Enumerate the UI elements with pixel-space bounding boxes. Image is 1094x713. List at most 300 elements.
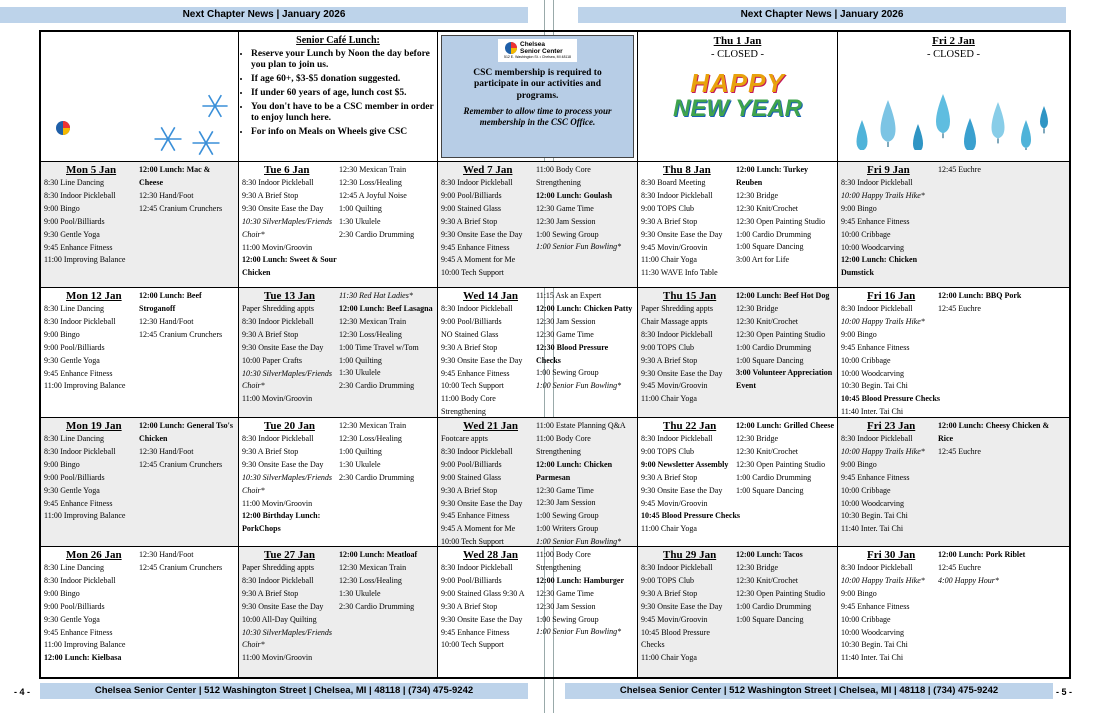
activity-item: 8:30 Indoor Pickleball — [441, 304, 513, 313]
activity-item: 9:30 A Brief Stop — [641, 588, 698, 598]
cafe-bullet: • If age 60+, $3-$5 donation suggested. — [251, 74, 437, 85]
day-left-column — [44, 420, 138, 523]
tree-icon — [964, 118, 976, 150]
activity-item: 12:30 Jam Session — [536, 498, 596, 508]
activity-item: 11:00 Body Core Strengthening — [536, 550, 591, 572]
chelsea-logo-icon — [504, 41, 518, 55]
activity-item: 8:30 Indoor Pickleball — [841, 304, 913, 313]
activity-item: 9:45 Enhance Fitness — [44, 368, 113, 378]
day-title: Mon 19 Jan — [66, 420, 122, 432]
activity-item: 9:30 Onsite Ease the Day — [641, 485, 723, 495]
activity-item: 12:00 Lunch: Pork Riblet — [938, 550, 1026, 559]
activity-item: 9:00 TOPS Club — [641, 446, 695, 456]
activity-item: 8:30 Indoor Pickleball — [44, 316, 116, 326]
day-cell — [638, 547, 838, 677]
activity-item: 9:30 Onsite Ease the Day — [242, 203, 324, 213]
activity-item: 9:45 Enhance Fitness — [441, 242, 510, 252]
activity-item: 8:30 Indoor Pickleball — [841, 434, 913, 443]
activity-item: 12:30 Jam Session — [536, 216, 596, 226]
day-title: Tue 13 Jan — [264, 290, 315, 302]
page-number-left: - 4 - — [14, 687, 31, 697]
activity-item: 12:00 Lunch: Beef Stroganoff — [139, 291, 202, 313]
activity-item: 10:45 Blood Pressure Checks — [641, 627, 710, 650]
activity-item: 1:00 Sewing Group — [536, 511, 599, 521]
activity-item: 12:30 Open Painting Studio — [736, 216, 826, 226]
membership-required-text: CSC membership is required to participate in our activities and programs. — [473, 67, 602, 101]
day-cell-thu-1 — [638, 32, 838, 162]
activity-item: 9:30 A Brief Stop — [242, 190, 299, 200]
activity-item: 10:00 Happy Trails Hike* — [841, 316, 925, 326]
activity-item: 2:30 Cardio Drumming — [339, 381, 415, 391]
activity-item: 10:30 Begin. Tai Chi — [841, 381, 908, 391]
activity-item: 9:00 Newsletter Assembly — [641, 459, 729, 469]
activity-item: 10:00 Woodcarving — [841, 498, 904, 508]
activity-item: 10:00 Cribbage — [841, 485, 891, 495]
activity-item: 9:30 Onsite Ease the Day — [441, 229, 523, 239]
activity-item: 9:45 Movin/Groovin — [641, 242, 708, 252]
activity-item: 11:40 Inter. Tai Chi — [841, 524, 904, 534]
header-bar-left: Next Chapter News | January 2026 — [0, 7, 528, 23]
activity-item: 12:45 Euchre — [938, 562, 981, 572]
activity-item: 9:00 Bingo — [841, 203, 877, 213]
day-left-column — [242, 549, 338, 665]
day-right-column — [139, 549, 236, 575]
day-left-column — [841, 164, 937, 280]
activity-item: 9:45 Enhance Fitness — [44, 242, 113, 252]
activity-item: 11:00 Improving Balance — [44, 511, 126, 521]
cafe-bullet: • You don't have to be a CSC member in order to enjoy lunch here. — [251, 102, 437, 124]
activity-item: 12:30 Knit/Crochet — [736, 575, 798, 585]
tree-icon — [936, 94, 950, 133]
activity-item: Footcare appts — [441, 434, 488, 443]
activity-item: 9:30 A Brief Stop — [441, 216, 498, 226]
activity-item: 12:00 Birthday Lunch: PorkChops — [242, 511, 321, 534]
activity-item: 10:00 Tech Support — [441, 640, 504, 650]
membership-cell — [438, 32, 638, 162]
day-cell — [838, 162, 1069, 288]
day-right-column — [536, 290, 635, 393]
activity-item: 11:00 Improving Balance — [44, 640, 126, 650]
activity-item: 12:45 Cranium Crunchers — [139, 459, 223, 469]
activity-item: 11:30 WAVE Info Table — [641, 268, 718, 278]
activity-item: 9:30 Onsite Ease the Day — [441, 614, 523, 624]
activity-item: 12:30 Bridge — [736, 562, 778, 572]
activity-item: 12:30 Open Painting Studio — [736, 588, 826, 598]
day-title: Tue 6 Jan — [264, 164, 310, 176]
activity-item: 9:00 Bingo — [44, 588, 80, 598]
activity-item: 11:30 Red Hat Ladies* — [339, 291, 413, 300]
tree-icon — [1040, 106, 1048, 128]
activity-item: 9:00 TOPS Club — [641, 342, 695, 352]
footer-bar-right: Chelsea Senior Center | 512 Washington Street | Chelsea, MI | 48118 | (734) 475-9242 — [565, 683, 1053, 699]
activity-item: 10:45 Blood Pressure Checks — [641, 511, 741, 521]
activity-item: 4:00 Happy Hour* — [938, 575, 999, 585]
day-right-column — [938, 164, 1066, 177]
day-left-column — [441, 420, 535, 547]
activity-item: 8:30 Line Dancing — [44, 563, 104, 572]
activity-item: 9:00 TOPS Club — [641, 203, 695, 213]
day-left-column — [44, 549, 138, 665]
day-title: Fri 30 Jan — [867, 549, 916, 561]
day-cell — [239, 288, 438, 418]
day-left-column — [841, 290, 941, 418]
day-cell — [41, 162, 239, 288]
day-right-column — [736, 290, 835, 393]
cafe-bullet: • Reserve your Lunch by Noon the day before you plan to join us. — [251, 49, 437, 71]
activity-item: 9:00 Pool/Billiards — [441, 316, 502, 326]
day-title: Thu 8 Jan — [663, 164, 711, 176]
activity-item: 9:30 A Brief Stop — [441, 601, 498, 611]
activity-item: 8:30 Line Dancing — [44, 178, 104, 187]
activity-item: 8:30 Indoor Pickleball — [44, 575, 116, 585]
day-title: Wed 14 Jan — [463, 290, 519, 302]
activity-item: 12:00 Lunch: Chicken Dumstick — [841, 255, 918, 278]
activity-item: 9:00 Stained Glass — [441, 472, 501, 482]
activity-item: 1:00 Senior Fun Bowling* — [536, 242, 622, 252]
activity-item: 9:00 Bingo — [841, 329, 877, 339]
activity-item: 12:30 Hand/Foot — [139, 316, 194, 326]
activity-item: 9:00 Bingo — [44, 459, 80, 469]
activity-item: 1:00 Senior Fun Bowling* — [536, 537, 622, 547]
activity-item: 9:00 Pool/Billiards — [44, 216, 105, 226]
activity-item: 11:00 Improving Balance — [44, 381, 126, 391]
activity-item: 9:30 A Brief Stop — [641, 472, 698, 482]
membership-logo-line2: Senior Center — [520, 48, 563, 55]
activity-item: 9:30 Gentle Yoga — [44, 229, 100, 239]
day-left-column — [44, 164, 138, 267]
day-title: Thu 22 Jan — [663, 420, 717, 432]
day-left-column — [441, 164, 535, 280]
activity-item: 12:30 Loss/Healing — [339, 575, 402, 585]
activity-item: 9:30 Onsite Ease the Day — [242, 601, 324, 611]
activity-item: 11:00 Movin/Groovin — [242, 394, 313, 404]
activity-item: 9:45 Movin/Groovin — [641, 498, 708, 508]
activity-item: 1:30 Ukulele — [339, 588, 381, 598]
day-cell — [838, 547, 1069, 677]
activity-item: 12:30 Hand/Foot — [139, 190, 194, 200]
activity-item: 1:00 Square Dancing — [736, 485, 804, 495]
activity-item: 12:30 Loss/Healing — [339, 177, 402, 187]
day-title: Wed 28 Jan — [463, 549, 519, 561]
day-title: Fri 2 Jan — [932, 35, 975, 47]
day-right-column — [938, 420, 1066, 459]
activity-item: 1:30 Ukulele — [339, 368, 381, 378]
day-title: Thu 1 Jan — [713, 35, 762, 47]
header-bar-right: Next Chapter News | January 2026 — [578, 7, 1066, 23]
activity-item: 10:00 Paper Crafts — [242, 355, 302, 365]
activity-item: 9:30 Onsite Ease the Day — [641, 601, 723, 611]
membership-reminder-text: Remember to allow time to process your membership in the CSC Office. — [463, 106, 612, 128]
activity-item: 12:00 Lunch: Kielbasa — [44, 653, 122, 663]
day-right-column — [938, 290, 1066, 316]
activity-item: 8:30 Indoor Pickleball — [841, 563, 913, 572]
day-right-column — [339, 164, 435, 241]
chelsea-logo-icon — [55, 120, 71, 136]
activity-item: 9:00 Pool/Billiards — [44, 342, 105, 352]
day-cell — [438, 162, 638, 288]
cafe-title: Senior Café Lunch: — [296, 35, 380, 46]
day-right-column — [339, 549, 435, 614]
activity-item: 12:30 Open Painting Studio — [736, 329, 826, 339]
activity-item: 12:45 Euchre — [938, 165, 981, 174]
activity-item: 10:00 Happy Trails Hike* — [841, 575, 925, 585]
activity-item: 9:45 Enhance Fitness — [841, 342, 910, 352]
day-cell — [838, 418, 1069, 547]
activity-item: 12:30 Mexican Train — [339, 316, 407, 326]
day-left-column — [242, 420, 338, 536]
activity-item: 9:30 Onsite Ease the Day — [441, 355, 523, 365]
activity-item: 9:30 A Brief Stop — [242, 446, 299, 456]
activity-item: 3:00 Volunteer Appreciation Event — [736, 368, 833, 391]
activity-item: 1:00 Sewing Group — [536, 368, 599, 378]
activity-item: 9:30 A Brief Stop — [441, 342, 498, 352]
activity-item: 12:00 Lunch: General Tso's Chicken — [139, 421, 234, 443]
day-title: Mon 5 Jan — [66, 164, 117, 176]
activity-item: 9:00 Bingo — [841, 588, 877, 598]
activity-item: 1:00 Square Dancing — [736, 614, 804, 624]
day-right-column — [938, 549, 1066, 588]
activity-item: 9:00 Stained Glass — [441, 203, 501, 213]
activity-item: 1:00 Time Travel w/Tom — [339, 342, 419, 352]
cafe-bullet: • If under 60 years of age, lunch cost $5. — [251, 88, 437, 99]
day-title: Fri 23 Jan — [867, 420, 916, 432]
activity-item: 11:00 Body Core Strengthening — [536, 433, 591, 456]
activity-item: 1:00 Sewing Group — [536, 614, 599, 624]
activity-item: 9:00 Pool/Billiards — [44, 472, 105, 482]
activity-item: 12:45 Euchre — [938, 303, 981, 313]
activity-item: 9:00 Bingo — [841, 459, 877, 469]
activity-item: 12:45 Cranium Crunchers — [139, 329, 223, 339]
day-left-column — [841, 549, 937, 665]
day-cell — [239, 162, 438, 288]
activity-item: 12:00 Lunch: Hamburger — [536, 575, 624, 585]
activity-item: 10:00 Tech Support — [441, 537, 504, 547]
activity-item: 9:30 Gentle Yoga — [44, 614, 100, 624]
tree-icon — [992, 102, 1005, 138]
activity-item: 12:30 Jam Session — [536, 601, 596, 611]
activity-item: 11:00 Estate Planning Q&A — [536, 421, 626, 430]
activity-item: 8:30 Indoor Pickleball — [441, 178, 513, 187]
activity-item: 11:00 Chair Yoga — [641, 653, 697, 663]
membership-box — [441, 35, 634, 158]
activity-item: Paper Shredding appts — [641, 304, 713, 313]
activity-item: 9:30 Gentle Yoga — [44, 355, 100, 365]
day-right-column — [736, 420, 835, 497]
day-title: Wed 21 Jan — [463, 420, 519, 432]
day-cell-fri-2 — [838, 32, 1069, 162]
activity-item: 12:00 Lunch: Chicken Patty — [536, 303, 633, 313]
activity-item: 11:00 Chair Yoga — [641, 255, 697, 265]
day-right-column — [536, 549, 635, 639]
day-title: Tue 20 Jan — [264, 420, 315, 432]
day-right-column — [139, 420, 236, 472]
activity-item: 9:45 Enhance Fitness — [841, 601, 910, 611]
activity-item: 10:00 Tech Support — [441, 381, 504, 391]
activity-item: 9:00 Pool/Billiards — [44, 601, 105, 611]
activity-item: 10:00 Cribbage — [841, 229, 891, 239]
activity-item: 2:30 Cardio Drumming — [339, 601, 415, 611]
activity-item: 12:30 Loss/Healing — [339, 329, 402, 339]
day-right-column — [736, 164, 835, 267]
activity-item: 11:00 Movin/Groovin — [242, 498, 313, 508]
activity-item: 9:30 A Brief Stop — [641, 355, 698, 365]
closed-label: - CLOSED - — [710, 49, 765, 60]
membership-logo — [498, 39, 577, 62]
day-right-column — [736, 549, 835, 626]
activity-item: 9:45 Enhance Fitness — [441, 627, 510, 637]
activity-item: 12:45 Cranium Crunchers — [139, 562, 223, 572]
activity-item: 12:30 Mexican Train — [339, 421, 407, 430]
activity-item: 1:30 Ukulele — [339, 459, 381, 469]
activity-item: 10:00 Happy Trails Hike* — [841, 190, 925, 200]
activity-item: 1:00 Cardio Drumming — [736, 601, 812, 611]
activity-item: Chair Massage appts — [641, 316, 708, 326]
activity-item: 8:30 Indoor Pickleball — [242, 178, 314, 187]
activity-item: 11:40 Inter. Tai Chi — [841, 407, 904, 417]
activity-item: 1:00 Square Dancing — [736, 242, 804, 252]
activity-item: 11:40 Inter. Tai Chi — [841, 653, 904, 663]
snowflake-icon — [201, 92, 229, 120]
day-left-column — [641, 420, 741, 536]
activity-item: 9:45 A Moment for Me — [441, 524, 516, 534]
day-title: Tue 27 Jan — [264, 549, 315, 561]
activity-item: 12:00 Lunch: Beef Lasagna — [339, 303, 433, 313]
activity-item: 12:00 Lunch: Sweet & Sour Chicken — [242, 255, 337, 278]
activity-item: 1:00 Quilting — [339, 355, 382, 365]
activity-item: 10:30 Begin. Tai Chi — [841, 640, 908, 650]
activity-item: 8:30 Indoor Pickleball — [641, 563, 713, 572]
activity-item: 10:00 Woodcarving — [841, 627, 904, 637]
day-cell — [438, 547, 638, 677]
activity-item: 10:30 SilverMaples/Friends Choir* — [242, 472, 332, 495]
happy-art-text: HAPPY — [690, 68, 785, 98]
tree-icon — [857, 120, 868, 150]
tree-icon — [913, 124, 923, 150]
activity-item: 12:30 Game Time — [536, 329, 594, 339]
day-title: Thu 29 Jan — [663, 549, 717, 561]
day-cell — [41, 288, 239, 418]
day-cell — [438, 288, 638, 418]
activity-item: 10:00 Tech Support — [441, 268, 504, 278]
activity-item: 1:00 Cardio Drumming — [736, 229, 812, 239]
closed-label: - CLOSED - — [926, 49, 981, 60]
cafe-info-cell — [239, 32, 438, 162]
activity-item: 9:45 Movin/Groovin — [641, 614, 708, 624]
activity-item: 9:30 Gentle Yoga — [44, 485, 100, 495]
activity-item: 3:00 Art for Life — [736, 255, 790, 265]
activity-item: 10:00 Woodcarving — [841, 242, 904, 252]
activity-item: 12:30 Game Time — [536, 588, 594, 598]
activity-item: 8:30 Indoor Pickleball — [441, 446, 513, 456]
activity-item: 12:30 Bridge — [736, 190, 778, 200]
snowflake-icon — [153, 124, 183, 154]
day-right-column — [536, 164, 635, 254]
activity-item: 12:00 Lunch: Mac & Cheese — [139, 165, 211, 187]
month-logo-cell — [41, 32, 239, 162]
activity-item: 12:30 Mexican Train — [339, 562, 407, 572]
activity-item: 1:00 Writers Group — [536, 524, 599, 534]
activity-item: 10:30 SilverMaples/Friends Choir* — [242, 368, 332, 391]
activity-item: 10:00 All-Day Quilting — [242, 614, 317, 624]
tree-icon — [881, 100, 896, 142]
activity-item: 1:00 Senior Fun Bowling* — [536, 627, 622, 637]
activity-item: 10:30 SilverMaples/Friends Choir* — [242, 216, 332, 239]
activity-item: 1:30 Ukulele — [339, 216, 381, 226]
day-title: Fri 9 Jan — [867, 164, 910, 176]
activity-item: 9:45 Enhance Fitness — [44, 627, 113, 637]
activity-item: 12:00 Lunch: Turkey Reuben — [736, 165, 809, 187]
day-title: Mon 12 Jan — [66, 290, 122, 302]
activity-item: 12:30 Game Time — [536, 203, 594, 213]
activity-item: 11:00 Chair Yoga — [641, 394, 697, 404]
activity-item: 12:30 Bridge — [736, 303, 778, 313]
activity-item: 9:30 A Brief Stop — [641, 216, 698, 226]
activity-item: 2:30 Cardio Drumming — [339, 229, 415, 239]
activity-item: 9:00 Bingo — [44, 329, 80, 339]
activity-item: 9:30 Onsite Ease the Day — [441, 498, 523, 508]
day-right-column — [339, 420, 435, 485]
activity-item: 12:30 Game Time — [536, 485, 594, 495]
activity-item: 11:00 Body Core Strengthening — [536, 165, 591, 187]
activity-item: 9:00 Stained Glass 9:30 A — [441, 588, 525, 598]
activity-item: 8:30 Indoor Pickleball — [44, 190, 116, 200]
activity-item: 9:30 A Brief Stop — [242, 329, 299, 339]
activity-item: 8:30 Board Meeting — [641, 178, 706, 187]
activity-item: 10:45 Blood Pressure Checks — [841, 394, 941, 404]
activity-item: 12:00 Lunch: BBQ Pork — [938, 291, 1022, 300]
activity-item: 9:45 Enhance Fitness — [44, 498, 113, 508]
activity-item: 12:30 Hand/Foot — [139, 550, 194, 559]
activity-item: 9:45 A Moment for Me — [441, 255, 516, 265]
activity-item: 10:30 SilverMaples/Friends Choir* — [242, 627, 332, 650]
day-left-column — [641, 549, 735, 665]
activity-item: 9:00 Pool/Billiards — [441, 575, 502, 585]
day-left-column — [641, 164, 735, 280]
footer-bar-left: Chelsea Senior Center | 512 Washington Street | Chelsea, MI | 48118 | (734) 475-9242 — [40, 683, 528, 699]
activity-item: 12:30 Knit/Crochet — [736, 316, 798, 326]
activity-item: 8:30 Indoor Pickleball — [242, 434, 314, 443]
activity-item: 9:30 A Brief Stop — [441, 485, 498, 495]
activity-item: 12:30 Loss/Healing — [339, 433, 402, 443]
activity-item: 12:30 Bridge — [736, 433, 778, 443]
activity-item: 10:00 Cribbage — [841, 355, 891, 365]
activity-item: 12:30 Mexican Train — [339, 165, 407, 174]
activity-item: 8:30 Indoor Pickleball — [841, 178, 913, 187]
activity-item: 12:30 Blood Pressure Checks — [536, 342, 609, 365]
day-left-column — [441, 290, 535, 418]
activity-item: 9:30 A Brief Stop — [242, 588, 299, 598]
activity-item: 12:00 Lunch: Tacos — [736, 550, 803, 559]
activity-item: 1:00 Senior Fun Bowling* — [536, 381, 622, 391]
activity-item: Paper Shredding appts — [242, 304, 314, 313]
day-title: Wed 7 Jan — [463, 164, 513, 176]
activity-item: 8:30 Indoor Pickleball — [44, 446, 116, 456]
activity-item: 9:00 Pool/Billiards — [441, 459, 502, 469]
day-right-column — [139, 290, 236, 342]
activity-item: 8:30 Indoor Pickleball — [242, 575, 314, 585]
day-title: Thu 15 Jan — [663, 290, 717, 302]
activity-item: 10:00 Woodcarving — [841, 368, 904, 378]
activity-item: 12:00 Lunch: Chicken Parmesan — [536, 459, 613, 482]
activity-item: 1:00 Cardio Drumming — [736, 472, 812, 482]
activity-item: 9:45 Enhance Fitness — [441, 368, 510, 378]
day-cell — [638, 288, 838, 418]
activity-item: 8:30 Indoor Pickleball — [441, 563, 513, 572]
activity-item: 2:30 Cardio Drumming — [339, 472, 415, 482]
activity-item: 11:00 Movin/Groovin — [242, 242, 313, 252]
activity-item: 1:00 Cardio Drumming — [736, 342, 812, 352]
activity-item: 8:30 Indoor Pickleball — [242, 316, 314, 326]
